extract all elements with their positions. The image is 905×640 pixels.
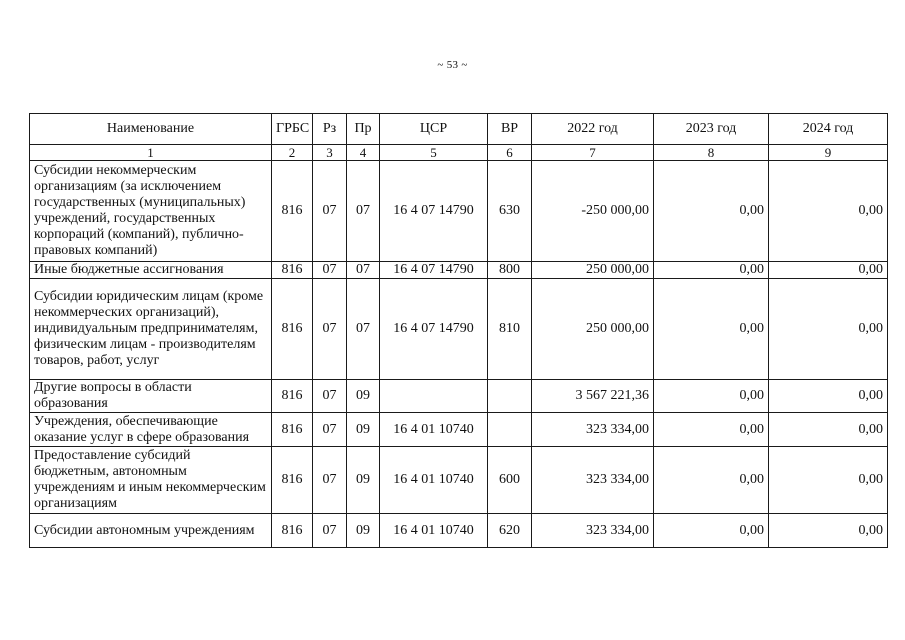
- row-2023: 0,00: [654, 262, 769, 279]
- row-csr: 16 4 07 14790: [380, 161, 488, 262]
- row-2022: 323 334,00: [532, 413, 654, 447]
- row-csr: 16 4 01 10740: [380, 447, 488, 514]
- row-rz: 07: [313, 380, 347, 413]
- row-2022: 250 000,00: [532, 262, 654, 279]
- row-grbs: 816: [272, 380, 313, 413]
- header-grbs: ГРБС: [272, 114, 313, 145]
- row-name: Другие вопросы в области образования: [30, 380, 272, 413]
- row-pr: 07: [347, 279, 380, 380]
- row-2023: 0,00: [654, 279, 769, 380]
- table-row: [30, 447, 888, 514]
- row-vr: 800: [488, 262, 532, 279]
- header-2022: 2022 год: [532, 114, 654, 145]
- header-vr: ВР: [488, 114, 532, 145]
- row-pr: 07: [347, 161, 380, 262]
- row-name: Субсидии автономным учреждениям: [30, 514, 272, 548]
- row-name: Учреждения, обеспечивающие оказание услуг в сфере образования: [30, 413, 272, 447]
- row-2024: 0,00: [769, 380, 888, 413]
- column-number: 9: [769, 145, 888, 161]
- row-2024: 0,00: [769, 514, 888, 548]
- table-row: [30, 262, 888, 279]
- row-2024: 0,00: [769, 161, 888, 262]
- header-2023: 2023 год: [654, 114, 769, 145]
- table-row: [30, 380, 888, 413]
- column-number: 5: [380, 145, 488, 161]
- row-2022: 250 000,00: [532, 279, 654, 380]
- row-rz: 07: [313, 262, 347, 279]
- column-number: 8: [654, 145, 769, 161]
- row-vr: 600: [488, 447, 532, 514]
- table-row: [30, 413, 888, 447]
- row-2022: -250 000,00: [532, 161, 654, 262]
- row-name: Иные бюджетные ассигнования: [30, 262, 272, 279]
- row-2022: 323 334,00: [532, 447, 654, 514]
- row-2024: 0,00: [769, 279, 888, 380]
- row-rz: 07: [313, 447, 347, 514]
- row-csr: 16 4 07 14790: [380, 279, 488, 380]
- table-row: [30, 161, 888, 262]
- row-2023: 0,00: [654, 413, 769, 447]
- row-pr: 07: [347, 262, 380, 279]
- row-vr: [488, 380, 532, 413]
- page-number: ~ 53 ~: [437, 59, 468, 71]
- row-2024: 0,00: [769, 413, 888, 447]
- row-vr: 630: [488, 161, 532, 262]
- row-name: Субсидии юридическим лицам (кроме некоммерческих организаций), индивидуальным предпринимателям, физическим лицам - производителям товаров, работ, услуг: [30, 279, 272, 380]
- row-grbs: 816: [272, 262, 313, 279]
- row-rz: 07: [313, 161, 347, 262]
- column-number: 4: [347, 145, 380, 161]
- column-number: 3: [313, 145, 347, 161]
- budget-table: [29, 113, 888, 548]
- row-2023: 0,00: [654, 447, 769, 514]
- row-2023: 0,00: [654, 514, 769, 548]
- row-grbs: 816: [272, 447, 313, 514]
- header-name: Наименование: [30, 114, 272, 145]
- row-2022: 323 334,00: [532, 514, 654, 548]
- row-csr: 16 4 01 10740: [380, 413, 488, 447]
- row-name: Предоставление субсидий бюджетным, автономным учреждениям и иным некоммерческим организациям: [30, 447, 272, 514]
- row-grbs: 816: [272, 279, 313, 380]
- row-vr: 620: [488, 514, 532, 548]
- row-csr: 16 4 01 10740: [380, 514, 488, 548]
- header-rz: Рз: [313, 114, 347, 145]
- column-number: 1: [30, 145, 272, 161]
- row-2023: 0,00: [654, 380, 769, 413]
- column-number: 6: [488, 145, 532, 161]
- row-vr: [488, 413, 532, 447]
- row-2024: 0,00: [769, 447, 888, 514]
- row-rz: 07: [313, 413, 347, 447]
- row-csr: 16 4 07 14790: [380, 262, 488, 279]
- column-number-row: [30, 145, 888, 161]
- row-grbs: 816: [272, 413, 313, 447]
- row-csr: [380, 380, 488, 413]
- row-2024: 0,00: [769, 262, 888, 279]
- row-2022: 3 567 221,36: [532, 380, 654, 413]
- column-number: 2: [272, 145, 313, 161]
- table-row: [30, 279, 888, 380]
- row-name: Субсидии некоммерческим организациям (за исключением государственных (муниципальных) учреждений, государственных корпораций (компаний), публично-правовых компаний): [30, 161, 272, 262]
- row-pr: 09: [347, 413, 380, 447]
- row-rz: 07: [313, 514, 347, 548]
- row-grbs: 816: [272, 514, 313, 548]
- header-2024: 2024 год: [769, 114, 888, 145]
- column-number: 7: [532, 145, 654, 161]
- header-row: [30, 114, 888, 145]
- row-2023: 0,00: [654, 161, 769, 262]
- header-csr: ЦСР: [380, 114, 488, 145]
- row-vr: 810: [488, 279, 532, 380]
- header-pr: Пр: [347, 114, 380, 145]
- row-pr: 09: [347, 447, 380, 514]
- row-grbs: 816: [272, 161, 313, 262]
- row-rz: 07: [313, 279, 347, 380]
- row-pr: 09: [347, 514, 380, 548]
- row-pr: 09: [347, 380, 380, 413]
- table-row: [30, 514, 888, 548]
